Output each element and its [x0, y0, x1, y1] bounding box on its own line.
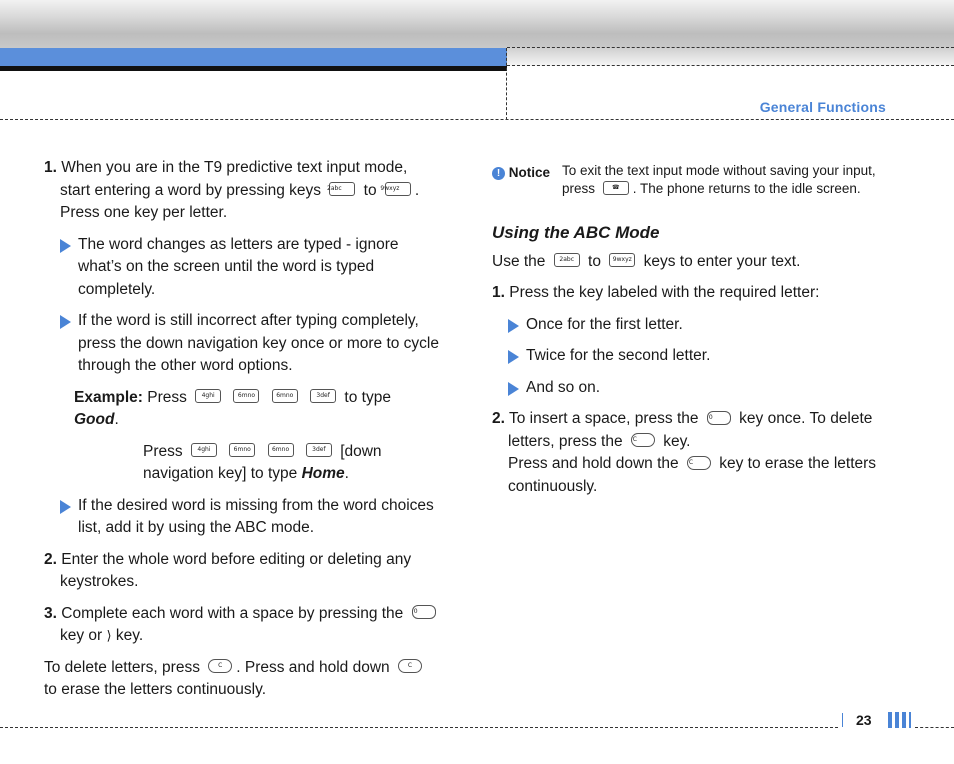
bullet-item: If the word is still incorrect after typing completely, press the down navigation key once or more to cycle through the other word options.	[44, 310, 440, 378]
bullet-item: And so on.	[492, 377, 884, 400]
bullet-item: Twice for the second letter.	[492, 345, 884, 368]
key-4-icon: 4ghi	[195, 389, 221, 403]
bullet-item: The word changes as letters are typed - ignore what’s on the screen until the word is typed completely.	[44, 234, 440, 302]
notice-info-icon: !	[492, 167, 505, 180]
delete-instructions: To delete letters, press C . Press and hold down C to erase the letters continuously.	[44, 657, 440, 702]
abc-step-1: 1. Press the key labeled with the required letter:	[492, 284, 820, 301]
right-column	[492, 162, 884, 498]
key-9-icon: 9wxyz	[385, 182, 411, 196]
key-0-icon: 0	[707, 411, 731, 425]
page-number: 23	[856, 712, 872, 728]
header-dash-bottom	[0, 119, 954, 120]
bullet-item: Once for the first letter.	[492, 314, 884, 337]
list-item-2: 2. Enter the whole word before editing or deleting any keystrokes.	[44, 550, 412, 590]
footer-dash-right	[915, 727, 954, 728]
footer-dash	[0, 727, 838, 728]
clear-key-icon: C	[398, 659, 422, 673]
key-3-icon: 3def	[310, 389, 336, 403]
key-6-icon: 6mno	[272, 389, 298, 403]
abc-step-2: 2. To insert a space, press the 0 key once. To delete letters, press the C key. Press and hold down the C key to erase the letters continuously.	[492, 410, 877, 495]
header-blue-bar	[0, 48, 507, 66]
header-gradient-right	[507, 48, 954, 66]
key-6-icon: 6mno	[233, 389, 259, 403]
key-2-icon: 2abc	[554, 253, 580, 267]
clear-key-icon: C	[631, 433, 655, 447]
end-call-key-icon: ☎	[603, 181, 629, 195]
bullet-arrow-icon	[60, 315, 71, 329]
bullet-item: If the desired word is missing from the word choices list, add it by using the ABC mode.	[44, 495, 440, 540]
abc-mode-heading: Using the ABC Mode	[492, 223, 660, 242]
bullet-arrow-icon	[60, 239, 71, 253]
right-arrow-key-icon: ⟩	[106, 628, 112, 643]
list-item-3: 3. Complete each word with a space by pressing the 0 key or ⟩ key.	[44, 603, 440, 648]
key-0-icon: 0	[412, 605, 436, 619]
key-6-icon: 6mno	[229, 443, 255, 457]
key-3-icon: 3def	[306, 443, 332, 457]
list-item-1: 1. When you are in the T9 predictive text input mode, start entering a word by pressing keys 2abc to 9wxyz . Press one key per letter.	[44, 159, 420, 221]
header-black-bar	[0, 66, 507, 71]
key-2-icon: 2abc	[329, 182, 355, 196]
header-dash-mid	[507, 65, 954, 66]
example-line-2: Press 4ghi 6mno 6mno 3def [down navigation key] to type Home.	[143, 442, 382, 482]
abc-intro: Use the 2abc to 9wxyz keys to enter your text.	[492, 252, 801, 270]
left-column	[44, 157, 440, 702]
key-4-icon: 4ghi	[191, 443, 217, 457]
key-6-icon: 6mno	[268, 443, 294, 457]
notice-box: ! Notice To exit the text input mode without saving your input, press ☎ . The phone returns to the idle screen.	[492, 162, 884, 198]
key-9-icon: 9wxyz	[609, 253, 635, 267]
bullet-arrow-icon	[508, 319, 519, 333]
footer-divider	[842, 713, 843, 727]
bullet-arrow-icon	[508, 382, 519, 396]
example-line-1: Example: Press 4ghi 6mno 6mno 3def to type Good.	[74, 388, 391, 428]
bullet-arrow-icon	[508, 350, 519, 364]
clear-key-icon: C	[687, 456, 711, 470]
clear-key-icon: C	[208, 659, 232, 673]
header-gradient	[0, 0, 954, 48]
section-title: General Functions	[759, 99, 886, 115]
header-dash-vertical	[506, 48, 507, 120]
bullet-arrow-icon	[60, 500, 71, 514]
header-dash-top	[507, 47, 954, 48]
